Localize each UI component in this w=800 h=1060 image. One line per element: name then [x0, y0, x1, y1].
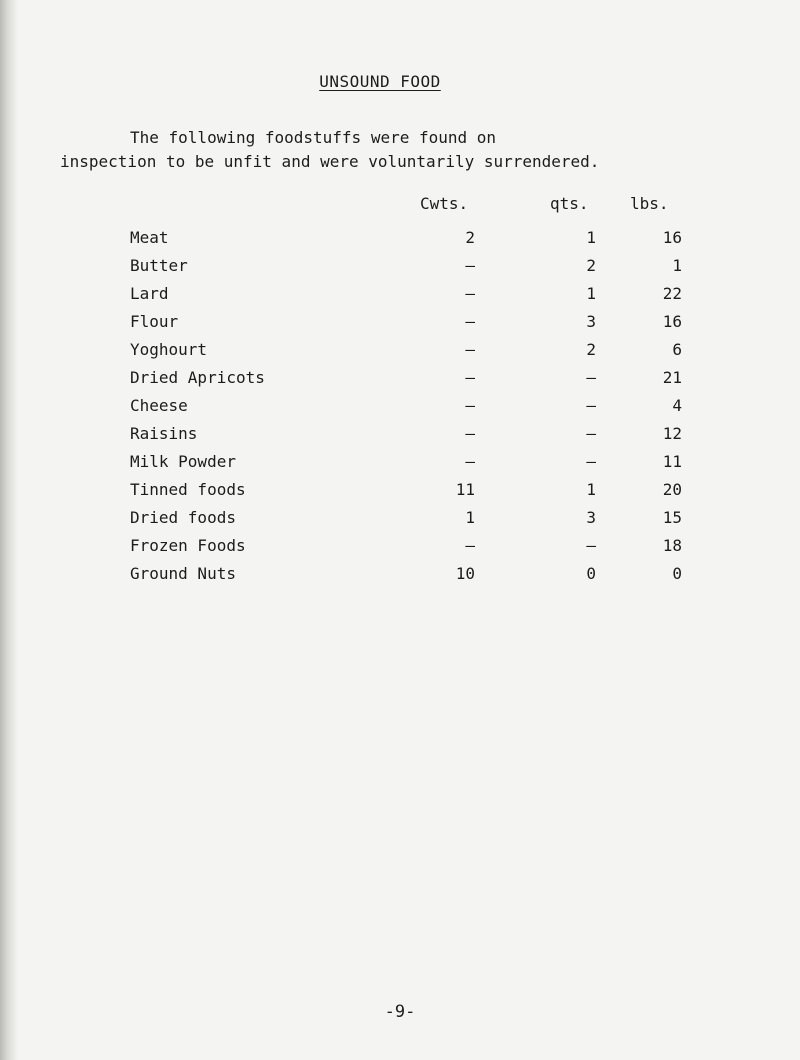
cwts-value: – — [465, 396, 475, 415]
qts-value: 3 — [586, 312, 596, 331]
intro-paragraph — [60, 126, 760, 174]
table-row — [0, 256, 800, 282]
lbs-value: 4 — [672, 396, 682, 415]
item-name: Lard — [130, 284, 169, 303]
table-row — [0, 452, 800, 478]
table-row — [0, 564, 800, 590]
lbs-value: 18 — [662, 536, 682, 555]
lbs-value: 22 — [662, 284, 682, 303]
cwts-value: – — [465, 368, 475, 387]
lbs-value: 16 — [662, 312, 682, 331]
qts-value: – — [586, 452, 596, 471]
qts-value: – — [586, 424, 596, 443]
intro-line-1: The following foodstuffs were found on — [130, 128, 497, 147]
lbs-value: 6 — [672, 340, 682, 359]
qts-value: 2 — [586, 340, 596, 359]
item-name: Yoghourt — [130, 340, 208, 359]
item-name: Tinned foods — [130, 480, 246, 499]
intro-line-2: inspection to be unfit and were voluntarily surrendered. — [60, 152, 600, 171]
lbs-value: 1 — [672, 256, 682, 275]
cwts-value: – — [465, 284, 475, 303]
table-row — [0, 396, 800, 422]
item-name: Dried foods — [130, 508, 236, 527]
table-row — [0, 424, 800, 450]
page-number: -9- — [384, 1002, 416, 1022]
lbs-value: 16 — [662, 228, 682, 247]
column-header-cwts: Cwts. — [420, 194, 469, 213]
cwts-value: – — [465, 536, 475, 555]
item-name: Dried Apricots — [130, 368, 265, 387]
item-name: Ground Nuts — [130, 564, 236, 583]
item-name: Butter — [130, 256, 188, 275]
lbs-value: 21 — [662, 368, 682, 387]
qts-value: 3 — [586, 508, 596, 527]
table-row — [0, 536, 800, 562]
item-name: Meat — [130, 228, 169, 247]
cwts-value: – — [465, 340, 475, 359]
lbs-value: 15 — [662, 508, 682, 527]
page-title: UNSOUND FOOD — [319, 72, 441, 91]
table-row — [0, 340, 800, 366]
lbs-value: 0 — [672, 564, 682, 583]
column-header-qts: qts. — [550, 194, 589, 213]
column-header-lbs: lbs. — [630, 194, 669, 213]
cwts-value: – — [465, 256, 475, 275]
qts-value: – — [586, 368, 596, 387]
table-row — [0, 480, 800, 506]
qts-value: 0 — [586, 564, 596, 583]
table-row — [0, 368, 800, 394]
table-row — [0, 508, 800, 534]
qts-value: 1 — [586, 480, 596, 499]
item-name: Raisins — [130, 424, 198, 443]
cwts-value: 2 — [465, 228, 475, 247]
lbs-value: 20 — [662, 480, 682, 499]
qts-value: – — [586, 536, 596, 555]
cwts-value: 1 — [465, 508, 475, 527]
lbs-value: 11 — [662, 452, 682, 471]
cwts-value: – — [465, 312, 475, 331]
item-name: Flour — [130, 312, 179, 331]
item-name: Frozen Foods — [130, 536, 246, 555]
cwts-value: 10 — [455, 564, 475, 583]
cwts-value: – — [465, 452, 475, 471]
qts-value: – — [586, 396, 596, 415]
cwts-value: – — [465, 424, 475, 443]
item-name: Cheese — [130, 396, 188, 415]
qts-value: 2 — [586, 256, 596, 275]
cwts-value: 11 — [455, 480, 475, 499]
qts-value: 1 — [586, 228, 596, 247]
table-row — [0, 228, 800, 254]
item-name: Milk Powder — [130, 452, 236, 471]
table-row — [0, 312, 800, 338]
qts-value: 1 — [586, 284, 596, 303]
table-row — [0, 284, 800, 310]
lbs-value: 12 — [662, 424, 682, 443]
